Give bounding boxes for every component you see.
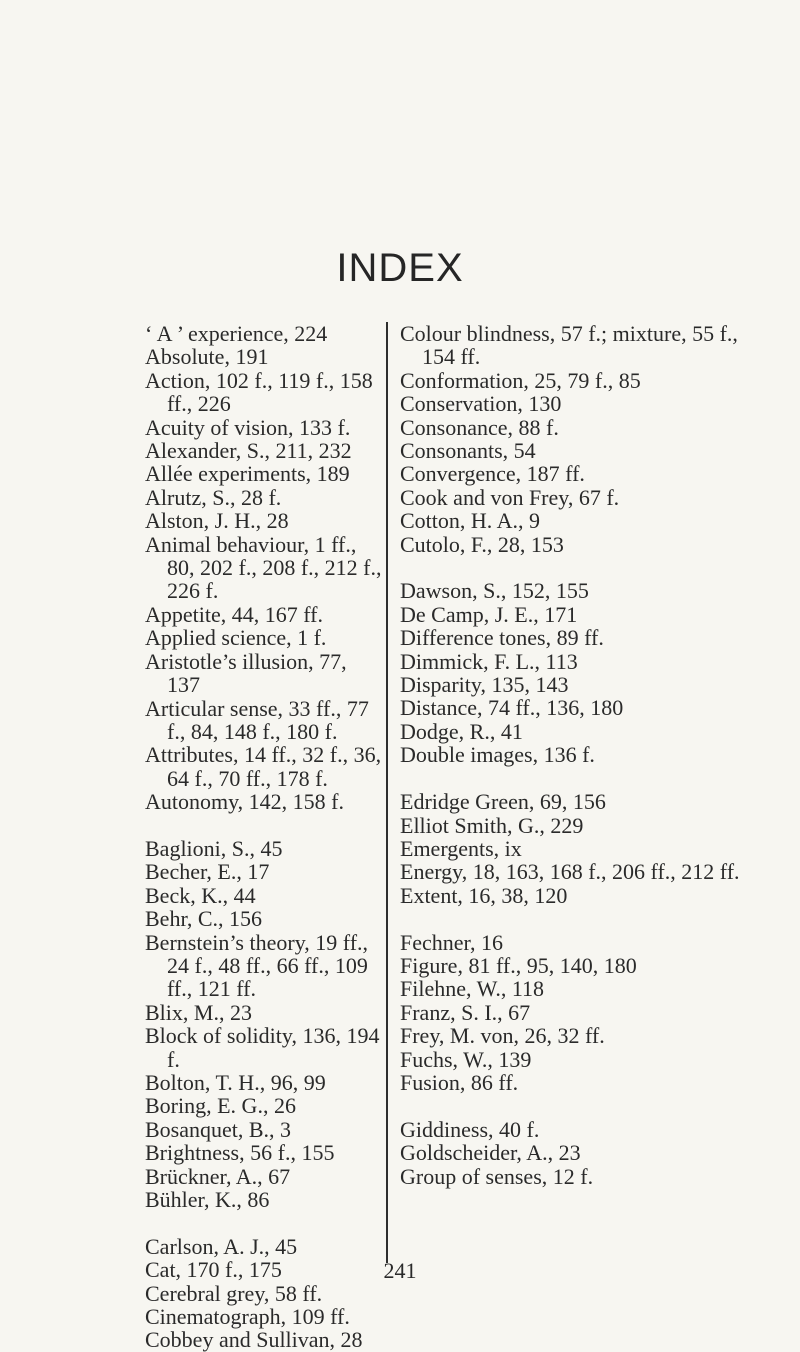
index-entry: Alston, J. H., 28: [145, 508, 289, 534]
letter-group: [400, 931, 745, 1095]
letter-group-gap: [145, 1211, 383, 1234]
index-entry: Bosanquet, B., 3: [145, 1116, 292, 1142]
index-entry: Cerebral grey, 58 ff.: [145, 1280, 323, 1306]
index-entry: Articular sense, 33 ff., 77 f., 84, 148 f., 180 f.: [145, 695, 369, 744]
index-entry: Behr, C., 156: [145, 906, 263, 932]
index-entry: Fechner, 16: [400, 929, 503, 955]
index-entry: Brückner, A., 67: [145, 1163, 291, 1189]
index-entry: Conservation, 130: [400, 391, 562, 417]
index-entry: Cobbey and Sullivan, 28: [145, 1327, 363, 1352]
page-title: INDEX: [336, 246, 464, 290]
index-entry: Alexander, S., 211, 232: [145, 438, 352, 464]
index-entry: Franz, S. I., 67: [400, 999, 531, 1025]
index-entry: Acuity of vision, 133 f.: [145, 414, 351, 440]
index-entry: Dawson, S., 152, 155: [400, 578, 589, 604]
index-entry: Double images, 136 f.: [400, 742, 595, 768]
index-entry: Consonance, 88 f.: [400, 414, 559, 440]
letter-group: [400, 579, 745, 766]
letter-group: [400, 790, 745, 907]
letter-group-gap: [400, 556, 745, 579]
index-entry: Action, 102 f., 119 f., 158 ff., 226: [145, 367, 373, 417]
letter-group-gap: [400, 907, 745, 930]
index-entry: Allée experiments, 189: [145, 461, 350, 487]
index-entry: Figure, 81 ff., 95, 140, 180: [400, 952, 637, 978]
index-entry: Group of senses, 12 f.: [400, 1163, 594, 1189]
index-entry: Energy, 18, 163, 168 f., 206 ff., 212 ff.: [400, 859, 740, 885]
index-entry: Cinematograph, 109 ff.: [145, 1304, 350, 1330]
index-entry: Bolton, T. H., 96, 99: [145, 1069, 326, 1095]
index-entry: Filehne, W., 118: [400, 976, 545, 1002]
index-entry: Baglioni, S., 45: [145, 835, 283, 861]
index-entry: Block of solidity, 136, 194 f.: [145, 1023, 380, 1072]
index-entry: Dimmick, F. L., 113: [400, 648, 578, 674]
index-entry: Beck, K., 44: [145, 882, 256, 908]
index-entry: Boring, E. G., 26: [145, 1093, 296, 1119]
letter-group: [145, 837, 383, 1212]
index-entry: Brightness, 56 f., 155: [145, 1140, 335, 1166]
index-entry: Distance, 74 ff., 136, 180: [400, 695, 624, 721]
index-entry: Cutolo, F., 28, 153: [400, 531, 564, 557]
index-column-right: [400, 322, 745, 1188]
column-divider: [386, 322, 388, 1263]
letter-group: [145, 322, 383, 814]
letter-group: [145, 1235, 383, 1352]
page-number: 241: [383, 1258, 417, 1283]
letter-group-gap: [400, 767, 745, 790]
index-entry: Animal behaviour, 1 ff., 80, 202 f., 208 f., 212 f., 226 f.: [145, 531, 382, 604]
index-entry: Consonants, 54: [400, 438, 536, 464]
index-entry: Convergence, 187 ff.: [400, 461, 585, 487]
index-entry: Appetite, 44, 167 ff.: [145, 601, 324, 627]
index-entry: Fuchs, W., 139: [400, 1046, 532, 1072]
index-entry: Carlson, A. J., 45: [145, 1233, 298, 1259]
index-entry: Applied science, 1 f.: [145, 625, 327, 651]
index-entry: Bernstein’s theory, 19 ff., 24 f., 48 ff., 66 ff., 109 ff., 121 ff.: [145, 929, 369, 1002]
index-entry: Blix, M., 23: [145, 999, 252, 1025]
index-entry: ‘ A ’ experience, 224: [145, 321, 328, 346]
index-entry: Extent, 16, 38, 120: [400, 882, 568, 908]
index-entry: Alrutz, S., 28 f.: [145, 484, 282, 510]
index-entry: Absolute, 191: [145, 344, 269, 370]
index-column-left: [145, 322, 383, 1352]
letter-group-gap: [400, 1094, 745, 1117]
index-entry: Cook and von Frey, 67 f.: [400, 484, 620, 510]
index-entry: Emergents, ix: [400, 835, 522, 861]
index-entry: Colour blindness, 57 f.; mixture, 55 f., 154 ff.: [400, 321, 738, 370]
index-entry: Becher, E., 17: [145, 859, 270, 885]
letter-group: [400, 1118, 745, 1188]
index-entry: Bühler, K., 86: [145, 1187, 270, 1213]
index-entry: Dodge, R., 41: [400, 718, 523, 744]
index-entry: Fusion, 86 ff.: [400, 1069, 519, 1095]
index-entry: Goldscheider, A., 23: [400, 1140, 581, 1166]
index-entry: Cotton, H. A., 9: [400, 508, 540, 534]
index-entry: Elliot Smith, G., 229: [400, 812, 584, 838]
index-entry: Giddiness, 40 f.: [400, 1116, 540, 1142]
index-entry: Difference tones, 89 ff.: [400, 625, 604, 651]
index-entry: Attributes, 14 ff., 32 f., 36, 64 f., 70 ff., 178 f.: [145, 742, 382, 791]
index-entry: Edridge Green, 69, 156: [400, 789, 606, 815]
letter-group-gap: [145, 814, 383, 837]
index-entry: Cat, 170 f., 175: [145, 1257, 282, 1283]
index-entry: Disparity, 135, 143: [400, 672, 569, 698]
index-entry: Frey, M. von, 26, 32 ff.: [400, 1023, 605, 1049]
letter-group: [400, 322, 745, 556]
index-entry: Conformation, 25, 79 f., 85: [400, 367, 641, 393]
index-entry: Autonomy, 142, 158 f.: [145, 789, 345, 815]
index-entry: De Camp, J. E., 171: [400, 601, 578, 627]
index-entry: Aristotle’s illusion, 77, 137: [145, 648, 347, 698]
